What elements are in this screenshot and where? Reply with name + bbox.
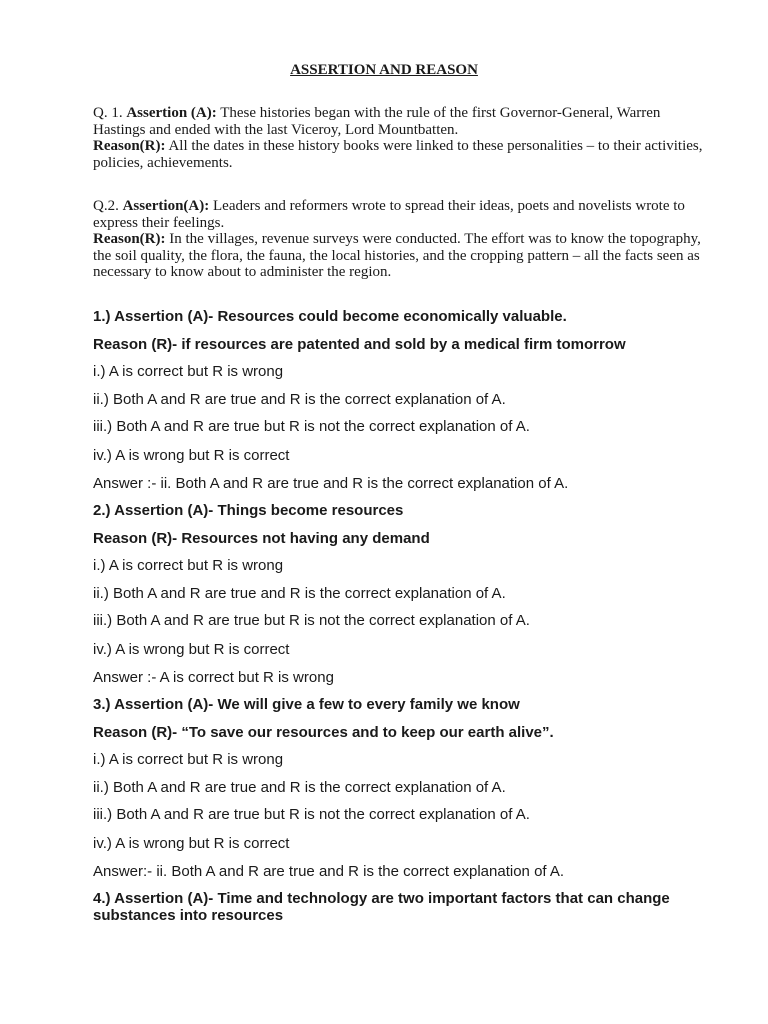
item2-option-4: iv.) A is wrong but R is correct [93,641,290,658]
item1-option-4: iv.) A is wrong but R is correct [93,447,290,464]
item2-option-3: iii.) Both A and R are true but R is not the correct explanation of A. [93,612,530,629]
item3-option-3: iii.) Both A and R are true but R is not the correct explanation of A. [93,806,530,823]
q1-assertion-label: Assertion (A): [126,105,217,121]
item2-option-1: i.) A is correct but R is wrong [93,557,284,574]
item2-reason: Reason (R)- Resources not having any demand [93,530,430,547]
item2-option-2: ii.) Both A and R are true and R is the correct explanation of A. [93,585,506,602]
q2-number: Q.2. [93,198,119,214]
q1-assertion-text: These histories began with the rule of the first Governor-General, Warren Hastings and ended with the last Viceroy, Lord Mountbatten. [93,105,661,138]
item1-answer: Answer :- ii. Both A and R are true and R is the correct explanation of A. [93,475,569,492]
item2-answer: Answer :- A is correct but R is wrong [93,669,334,686]
q1-reason-label: Reason(R): [93,138,166,155]
item3-reason: Reason (R)- “To save our resources and to keep our earth alive”. [93,724,554,741]
q1-number: Q. 1. [93,105,123,121]
item2-assertion: 2.) Assertion (A)- Things become resources [93,502,404,519]
item1-option-1: i.) A is correct but R is wrong [93,363,284,380]
item3-option-2: ii.) Both A and R are true and R is the correct explanation of A. [93,779,506,796]
item3-option-4: iv.) A is wrong but R is correct [93,835,290,852]
q1-reason [93,138,703,171]
q2-reason-text: In the villages, revenue surveys were conducted. The effort was to know the topography, the soil quality, the flora, the fauna, the local histories, and the cropping pattern – all the facts seen as necessary to know about to administer the region. [93,231,701,281]
q2-reason [93,231,703,281]
item1-reason: Reason (R)- if resources are patented and sold by a medical firm tomorrow [93,336,626,353]
item1-assertion: 1.) Assertion (A)- Resources could become economically valuable. [93,308,567,325]
item3-option-1: i.) A is correct but R is wrong [93,751,284,768]
item1-option-2: ii.) Both A and R are true and R is the correct explanation of A. [93,391,506,408]
q2-assertion-label: Assertion(A): [122,198,210,214]
q2-assertion-text: Leaders and reformers wrote to spread their ideas, poets and novelists wrote to express their feelings. [93,198,685,231]
q1-assertion [93,105,703,138]
q2-reason-label: Reason(R): [93,231,166,248]
item3-assertion: 3.) Assertion (A)- We will give a few to every family we know [93,696,520,713]
item3-answer: Answer:- ii. Both A and R are true and R is the correct explanation of A. [93,863,565,880]
page-title: ASSERTION AND REASON [290,62,478,78]
item1-option-3: iii.) Both A and R are true but R is not the correct explanation of A. [93,418,530,435]
question-block-q2 [93,198,703,281]
q2-assertion [93,198,703,231]
item4-assertion: 4.) Assertion (A)- Time and technology are two important factors that can change substances into resources [93,890,670,924]
q1-reason-text: All the dates in these history books were linked to these personalities – to their activities, policies, achievements. [93,138,703,171]
question-block-q1 [93,105,703,171]
